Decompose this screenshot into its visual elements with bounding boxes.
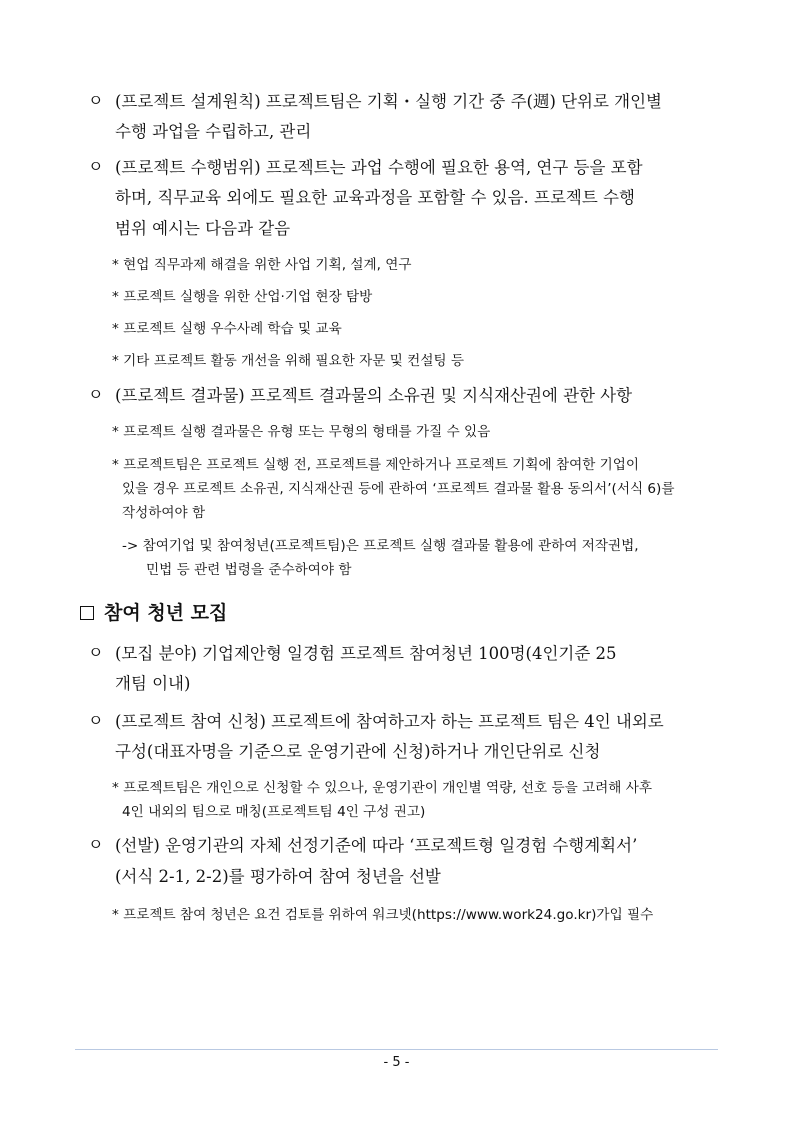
body-line: 개팀 이내) <box>115 674 191 693</box>
note-line: * 프로젝트 실행을 위한 산업·기업 현장 탐방 <box>112 289 373 305</box>
body-line: 구성(대표자명을 기준으로 운영기관에 신청)하거나 개인단위로 신청 <box>115 742 601 761</box>
circle-bullet-icon: ㅇ <box>88 643 104 662</box>
circle-bullet-icon: ㅇ <box>88 711 104 730</box>
note-line: * 프로젝트팀은 개인으로 신청할 수 있으나, 운영기관이 개인별 역량, 선호 등을 고려해 사후 <box>112 780 653 796</box>
note-line: -> 참여기업 및 참여청년(프로젝트팀)은 프로젝트 실행 결과물 활용에 관하여 저작권법, <box>122 538 639 554</box>
circle-bullet-icon: ㅇ <box>88 835 104 854</box>
body-line: (서식 2-1, 2-2)를 평가하여 참여 청년을 선발 <box>115 867 441 886</box>
square-box-icon <box>80 606 94 620</box>
circle-bullet-icon: ㅇ <box>88 157 104 176</box>
body-line: 수행 과업을 수립하고, 관리 <box>115 122 312 141</box>
page-number: - 5 - <box>383 1055 410 1070</box>
body-line: (프로젝트 설계원칙) 프로젝트팀은 기획・실행 기간 중 주(週) 단위로 개인별 <box>115 92 662 111</box>
body-line: (프로젝트 결과물) 프로젝트 결과물의 소유권 및 지식재산권에 관한 사항 <box>115 386 633 405</box>
circle-bullet-icon: ㅇ <box>88 385 104 404</box>
note-line: 작성하여야 함 <box>122 505 206 521</box>
note-line: * 기타 프로젝트 활동 개선을 위해 필요한 자문 및 컨설팅 등 <box>112 353 465 369</box>
body-line: (프로젝트 참여 신청) 프로젝트에 참여하고자 하는 프로젝트 팀은 4인 내외로 <box>115 712 664 731</box>
note-line: 4인 내외의 팀으로 매칭(프로젝트팀 4인 구성 권고) <box>122 804 426 820</box>
body-line: 범위 예시는 다음과 같음 <box>115 219 291 238</box>
note-line: * 현업 직무과제 해결을 위한 사업 기획, 설계, 연구 <box>112 257 412 273</box>
note-line: * 프로젝트 실행 결과물은 유형 또는 무형의 형태를 가질 수 있음 <box>112 424 491 440</box>
section-title-text: 참여 청년 모집 <box>104 602 228 624</box>
body-line: (선발) 운영기관의 자체 선정기준에 따라 ‘프로젝트형 일경험 수행계획서’ <box>115 836 638 855</box>
body-line: (모집 분야) 기업제안형 일경험 프로젝트 참여청년 100명(4인기준 25 <box>115 644 617 663</box>
note-line: * 프로젝트팀은 프로젝트 실행 전, 프로젝트를 제안하거나 프로젝트 기획에 참여한 기업이 <box>112 457 640 473</box>
body-line: 하며, 직무교육 외에도 필요한 교육과정을 포함할 수 있음. 프로젝트 수행 <box>115 188 635 207</box>
body-line: (프로젝트 수행범위) 프로젝트는 과업 수행에 필요한 용역, 연구 등을 포함 <box>115 158 643 177</box>
note-line: * 프로젝트 실행 우수사례 학습 및 교육 <box>112 321 342 337</box>
note-line: 민법 등 관련 법령을 준수하여야 함 <box>146 562 352 578</box>
footer-divider <box>75 1049 718 1050</box>
section-heading <box>80 598 227 625</box>
note-line: * 프로젝트 참여 청년은 요건 검토를 위하여 워크넷(https://www.work24.go.kr)가입 필수 <box>112 907 654 923</box>
circle-bullet-icon: ㅇ <box>88 91 104 110</box>
note-line: 있을 경우 프로젝트 소유권, 지식재산권 등에 관하여 ‘프로젝트 결과물 활용 동의서’(서식 6)를 <box>122 481 675 497</box>
